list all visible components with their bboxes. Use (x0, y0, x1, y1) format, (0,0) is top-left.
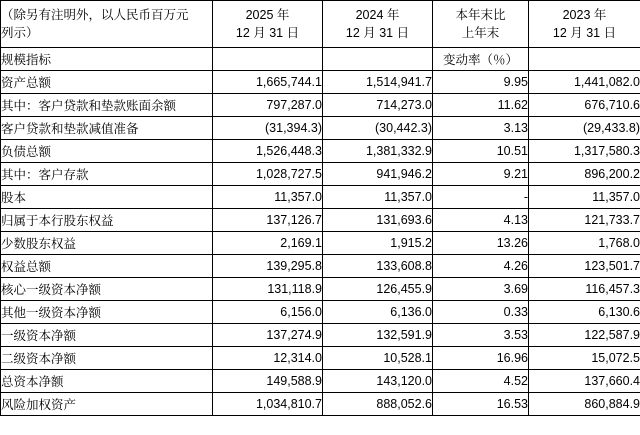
cell-value-2025: 1,665,744.1 (213, 71, 323, 94)
cell-value-2025: 137,274.9 (213, 324, 323, 347)
cell-value-2023: 121,733.7 (529, 209, 640, 232)
header-col-2025-year: 2025 年 (245, 7, 290, 22)
cell-value-2023: 122,587.9 (529, 324, 640, 347)
subheader-section-label: 规模指标 (1, 48, 213, 71)
subheader-2023-empty (529, 48, 640, 71)
table-row (1, 163, 640, 186)
header-col-change (433, 1, 529, 48)
cell-value-2024: 143,120.0 (323, 370, 433, 393)
cell-value-2023: (29,433.8) (529, 117, 640, 140)
cell-value-2024: 941,946.2 (323, 163, 433, 186)
table-row (1, 140, 640, 163)
cell-value-2024: 11,357.0 (323, 186, 433, 209)
table-body (1, 71, 640, 416)
cell-value-2023: 1,317,580.3 (529, 140, 640, 163)
table-row (1, 347, 640, 370)
header-unit-note (1, 1, 213, 48)
row-label: 权益总额 (1, 255, 213, 278)
header-col-2023 (529, 1, 640, 48)
table-row (1, 370, 640, 393)
cell-value-2024: 133,608.8 (323, 255, 433, 278)
table-row (1, 393, 640, 416)
row-label: 少数股东权益 (1, 232, 213, 255)
cell-value-2023: 11,357.0 (529, 186, 640, 209)
table-row (1, 209, 640, 232)
cell-value-2025: 137,126.7 (213, 209, 323, 232)
row-label: 客户贷款和垫款减值准备 (1, 117, 213, 140)
cell-value-2025: 1,034,810.7 (213, 393, 323, 416)
cell-value-2023: 1,441,082.0 (529, 71, 640, 94)
header-col-2023-date: 12 月 31 日 (552, 26, 617, 40)
header-unit-note-line1: （除另有注明外，以人民币百万元 (1, 7, 189, 22)
cell-change-rate: 0.33 (433, 301, 529, 324)
table-row (1, 324, 640, 347)
cell-change-rate: 3.53 (433, 324, 529, 347)
cell-value-2025: 2,169.1 (213, 232, 323, 255)
cell-value-2024: (30,442.3) (323, 117, 433, 140)
cell-value-2024: 1,381,332.9 (323, 140, 433, 163)
row-label: 核心一级资本净额 (1, 278, 213, 301)
cell-value-2024: 10,528.1 (323, 347, 433, 370)
row-label: 一级资本净额 (1, 324, 213, 347)
table-row (1, 232, 640, 255)
subheader-change-unit: 变动率（％） (433, 48, 529, 71)
cell-value-2024: 714,273.0 (323, 94, 433, 117)
table-subheader-row (1, 48, 640, 71)
cell-value-2025: 149,588.9 (213, 370, 323, 393)
cell-change-rate: 9.95 (433, 71, 529, 94)
cell-change-rate: 16.96 (433, 347, 529, 370)
cell-change-rate: 3.13 (433, 117, 529, 140)
subheader-2024-empty (323, 48, 433, 71)
row-label: 风险加权资产 (1, 393, 213, 416)
header-col-2025 (213, 1, 323, 48)
table-row (1, 301, 640, 324)
cell-value-2024: 132,591.9 (323, 324, 433, 347)
header-col-2024-year: 2024 年 (355, 7, 400, 22)
cell-value-2023: 137,660.4 (529, 370, 640, 393)
row-label: 其中：客户存款 (1, 163, 213, 186)
table-row (1, 94, 640, 117)
cell-change-rate: 4.52 (433, 370, 529, 393)
cell-value-2024: 888,052.6 (323, 393, 433, 416)
table-header-row (1, 1, 640, 48)
row-label: 二级资本净额 (1, 347, 213, 370)
table-header (1, 1, 640, 71)
row-label: 股本 (1, 186, 213, 209)
cell-change-rate: 11.62 (433, 94, 529, 117)
cell-value-2025: 6,156.0 (213, 301, 323, 324)
cell-value-2023: 123,501.7 (529, 255, 640, 278)
cell-change-rate: 4.13 (433, 209, 529, 232)
header-col-2023-year: 2023 年 (562, 7, 607, 22)
header-col-2024 (323, 1, 433, 48)
cell-value-2024: 6,136.0 (323, 301, 433, 324)
cell-value-2023: 860,884.9 (529, 393, 640, 416)
cell-change-rate: - (433, 186, 529, 209)
cell-value-2024: 1,514,941.7 (323, 71, 433, 94)
header-col-2024-date: 12 月 31 日 (345, 26, 410, 40)
table-row (1, 278, 640, 301)
row-label: 负债总额 (1, 140, 213, 163)
cell-value-2024: 126,455.9 (323, 278, 433, 301)
cell-value-2025: 1,028,727.5 (213, 163, 323, 186)
cell-value-2023: 896,200.2 (529, 163, 640, 186)
row-label: 资产总额 (1, 71, 213, 94)
cell-value-2025: 131,118.9 (213, 278, 323, 301)
table-row (1, 71, 640, 94)
cell-value-2023: 15,072.5 (529, 347, 640, 370)
cell-value-2025: 12,314.0 (213, 347, 323, 370)
cell-value-2023: 116,457.3 (529, 278, 640, 301)
table-row (1, 186, 640, 209)
row-label: 归属于本行股东权益 (1, 209, 213, 232)
header-unit-note-line2: 列示） (1, 26, 39, 40)
cell-value-2025: 139,295.8 (213, 255, 323, 278)
table-row (1, 255, 640, 278)
header-col-change-line2: 上年末 (461, 26, 500, 40)
cell-value-2023: 6,130.6 (529, 301, 640, 324)
row-label: 其中：客户贷款和垫款账面余额 (1, 94, 213, 117)
row-label: 其他一级资本净额 (1, 301, 213, 324)
cell-value-2024: 1,915.2 (323, 232, 433, 255)
row-label: 总资本净额 (1, 370, 213, 393)
cell-value-2025: 1,526,448.3 (213, 140, 323, 163)
cell-change-rate: 4.26 (433, 255, 529, 278)
cell-value-2023: 676,710.6 (529, 94, 640, 117)
cell-change-rate: 9.21 (433, 163, 529, 186)
subheader-2025-empty (213, 48, 323, 71)
cell-change-rate: 16.53 (433, 393, 529, 416)
header-col-change-line1: 本年末比 (455, 7, 506, 22)
cell-value-2023: 1,768.0 (529, 232, 640, 255)
cell-value-2025: (31,394.3) (213, 117, 323, 140)
cell-change-rate: 13.26 (433, 232, 529, 255)
cell-change-rate: 3.69 (433, 278, 529, 301)
table-row (1, 117, 640, 140)
header-col-2025-date: 12 月 31 日 (235, 26, 300, 40)
cell-value-2025: 11,357.0 (213, 186, 323, 209)
cell-value-2025: 797,287.0 (213, 94, 323, 117)
cell-change-rate: 10.51 (433, 140, 529, 163)
cell-value-2024: 131,693.6 (323, 209, 433, 232)
